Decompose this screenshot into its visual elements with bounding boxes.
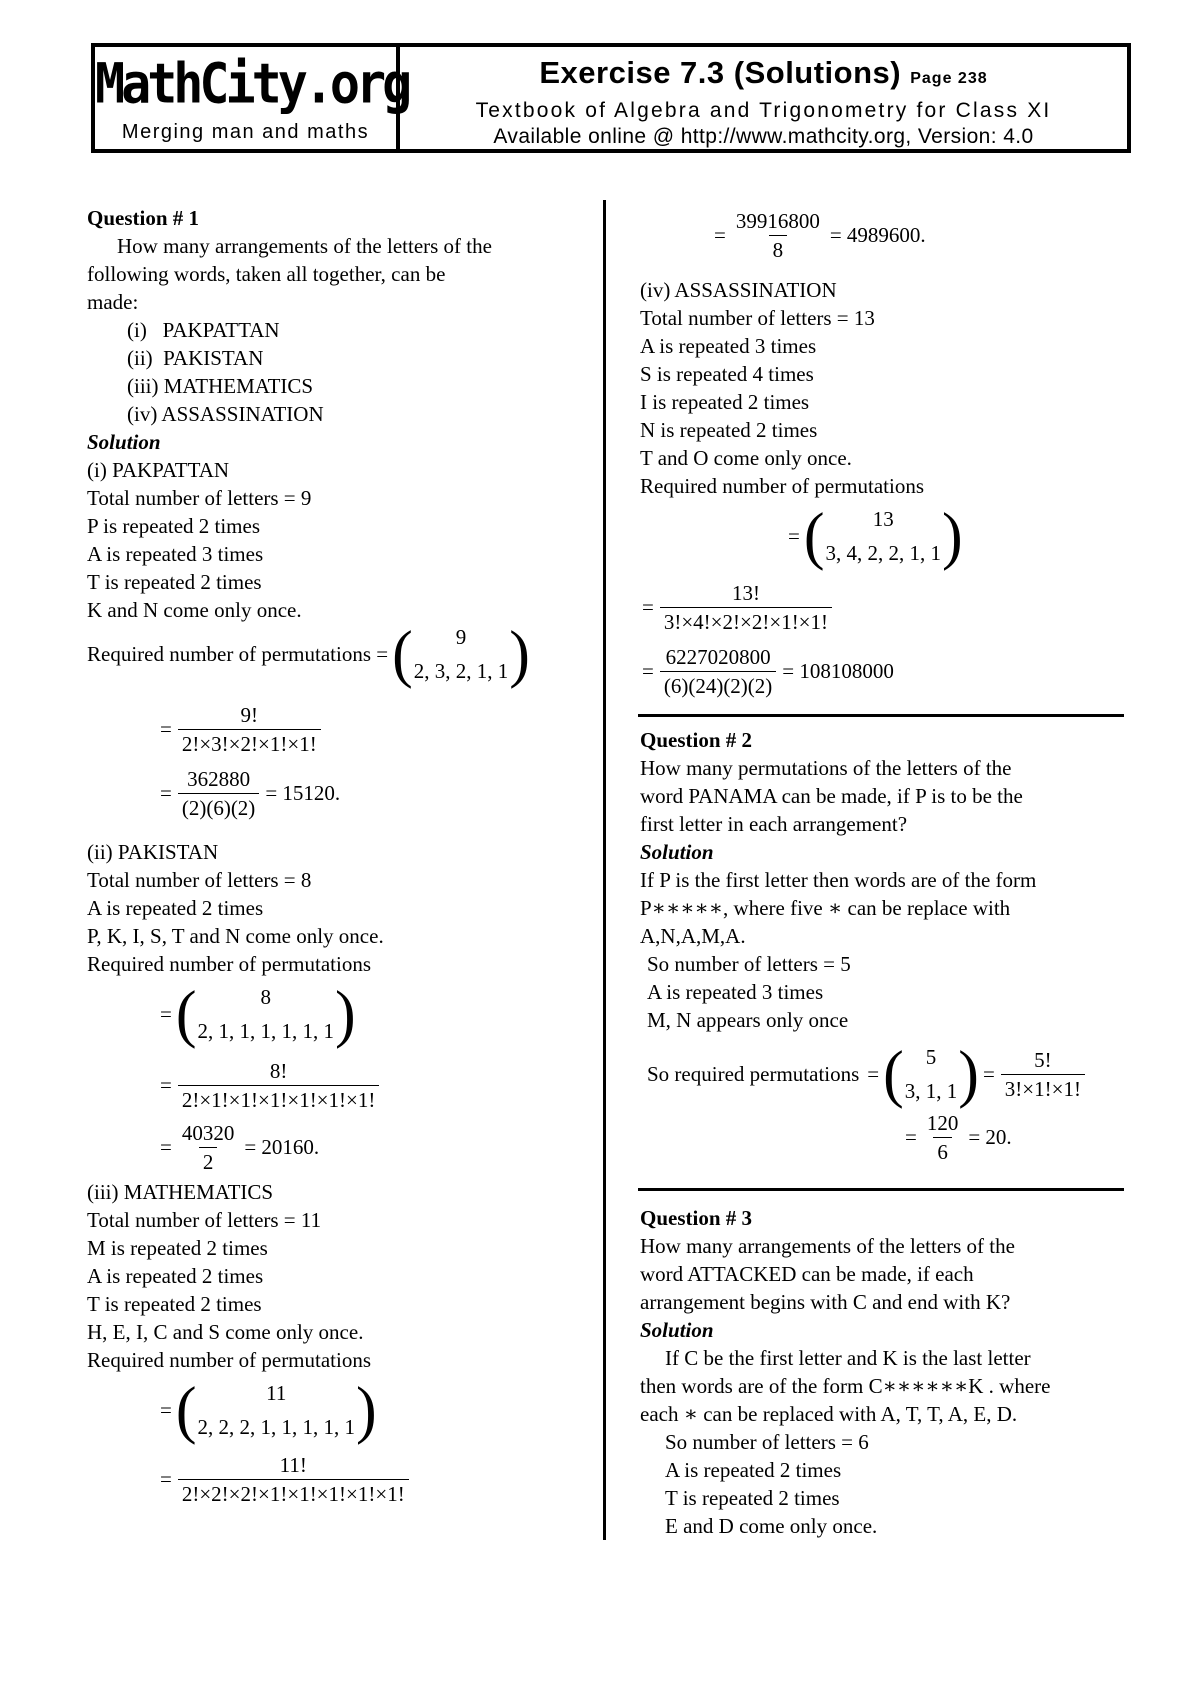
fraction [178, 702, 321, 757]
denominator: (2)(6)(2) [178, 793, 259, 821]
fraction [732, 208, 824, 263]
q2-text: word PANAMA can be made, if P is to be the [640, 784, 1023, 808]
solution-line: M is repeated 2 times [87, 1236, 268, 1260]
q3-text: How many arrangements of the letters of the [640, 1234, 1015, 1258]
result: = 15120. [265, 781, 341, 805]
fraction [178, 766, 259, 821]
fraction [178, 1452, 409, 1507]
solution-line: N is repeated 2 times [640, 418, 818, 442]
fraction [1001, 1047, 1085, 1102]
result: = 20160. [244, 1135, 320, 1159]
title-text: Exercise 7.3 (Solutions) [539, 55, 902, 90]
binom-bottom: 2, 2, 2, 1, 1, 1, 1, 1 [197, 1415, 355, 1439]
binomial: ( 9 2, 3, 2, 1, 1 ) [392, 618, 530, 690]
fraction [178, 1120, 239, 1175]
p2-fraction-2: = $\frac{40320}{2}$ = 20160. [160, 1121, 320, 1174]
solution-line: Total number of letters = 11 [87, 1208, 322, 1232]
solution-line: H, E, I, C and S come only once. [87, 1320, 364, 1344]
solution-line: A is repeated 3 times [87, 542, 264, 566]
denominator: 2 [199, 1147, 218, 1175]
solution-line: P, K, I, S, T and N come only once. [87, 924, 384, 948]
q1-item: (iv) ASSASSINATION [127, 402, 324, 426]
solution-line: A is repeated 2 times [665, 1458, 842, 1482]
solution-label: Solution [87, 430, 161, 454]
numerator: 39916800 [735, 209, 820, 233]
solution-line: A is repeated 2 times [87, 896, 264, 920]
solution-line: Total number of letters = 13 [640, 306, 875, 330]
fraction [660, 580, 832, 635]
solution-line: E and D come only once. [665, 1514, 878, 1538]
binom-top: 13 [872, 507, 894, 531]
binom-bottom: 3, 4, 2, 2, 1, 1 [825, 541, 941, 565]
q1-item: (i) PAKPATTAN [127, 318, 280, 342]
required-label: Required number of permutations = [87, 641, 389, 666]
solution-line: then words are of the form C∗∗∗∗∗∗K . where [640, 1374, 1051, 1398]
denominator: 8 [769, 235, 788, 263]
binomial: ( 5 3, 1, 1 ) [883, 1038, 979, 1110]
q1-intro [87, 204, 492, 624]
q1-text-1: How many arrangements of the letters of the [117, 234, 492, 258]
solution-line: Required number of permutations [87, 952, 372, 976]
availability-line: Available online @ http://www.mathcity.org, Version: 4.0 [493, 125, 1034, 148]
binomial: ( 8 2, 1, 1, 1, 1, 1, 1 ) [175, 978, 356, 1050]
p4-fraction-1: = $\frac{13!}{3!\times 4!\times 2!\times 2!\times 1!\times 1!}$ [642, 580, 838, 635]
q1-text-2: following words, taken all together, can be [87, 262, 446, 286]
q1-heading: Question # 1 [87, 206, 200, 230]
p4-text [640, 276, 924, 500]
solution-line: T is repeated 2 times [87, 570, 262, 594]
numerator: 40320 [181, 1121, 235, 1145]
solution-line: P is repeated 2 times [87, 514, 261, 538]
numerator: 9! [240, 703, 259, 727]
denominator: (6)(24)(2)(2) [660, 671, 776, 699]
p3-binom-eq: = ( 11 2, 2, 2, 1, 1, 1, 1, 1 ) [160, 1374, 377, 1446]
denominator: 2!×1!×1!×1!×1!×1!×1! [178, 1085, 380, 1113]
logo-text: MathCity.org [95, 52, 409, 116]
p2-text [87, 838, 384, 978]
section-rule [638, 714, 1124, 717]
solution-line: So number of letters = 5 [647, 952, 851, 976]
binom-bottom: 2, 3, 2, 1, 1 [413, 659, 509, 683]
denominator: 6 [933, 1137, 952, 1165]
numerator: 6227020800 [665, 645, 771, 669]
p4-fraction-2: = $\frac{6227020800}{(6)(24)(2)(2)}$ = 108108000 [642, 645, 894, 698]
q1-text-3: made: [87, 290, 139, 314]
solution-line: If P is the first letter then words are of the form [640, 868, 1037, 892]
solution-line: A is repeated 2 times [87, 1264, 264, 1288]
solution-line: Required number of permutations [87, 1348, 372, 1372]
solution-line: each ∗ can be replaced with A, T, T, A, E, D. [640, 1402, 1018, 1426]
binom-bottom: 3, 1, 1 [904, 1079, 958, 1103]
p2-fraction-1: = $\frac{8!}{2!\times 1!\times 1!\times 1!\times 1!\times 1!\times 1!}$ [160, 1058, 385, 1113]
column-divider [603, 200, 606, 1540]
result: = 4989600. [829, 223, 926, 247]
solution-line: Total number of letters = 8 [87, 868, 312, 892]
solution-line: K and N come only once. [87, 598, 302, 622]
numerator: 362880 [187, 767, 251, 791]
q3-text: arrangement begins with C and end with K? [640, 1290, 1011, 1314]
solution-line: S is repeated 4 times [640, 362, 814, 386]
p3-fraction-2: = $\frac{39916800}{8}$ = 4989600. [714, 209, 926, 262]
solution-line: If C be the first letter and K is the last letter [665, 1346, 1031, 1370]
section-rule [638, 1188, 1124, 1191]
q3-text: word ATTACKED can be made, if each [640, 1262, 974, 1286]
denominator: 3!×1!×1! [1001, 1074, 1085, 1102]
page-number: Page 238 [910, 70, 988, 87]
q1-item: (iii) MATHEMATICS [127, 374, 314, 398]
book-title: Textbook of Algebra and Trigonometry for Class XI [475, 99, 1052, 122]
q3-block [640, 1204, 1050, 1540]
solution-line: So number of letters = 6 [665, 1430, 869, 1454]
exercise-title [400, 55, 1127, 97]
binomial: ( 13 3, 4, 2, 2, 1, 1 ) [803, 500, 963, 572]
q2-text: first letter in each arrangement? [640, 812, 908, 836]
required-label: So required permutations [647, 1061, 860, 1086]
solution-line: P∗∗∗∗∗, where five ∗ can be replace with [640, 896, 1011, 920]
q1-item: (ii) PAKISTAN [127, 346, 264, 370]
solution-line: T is repeated 2 times [665, 1486, 840, 1510]
part-title: (iii) MATHEMATICS [87, 1180, 274, 1204]
p2-binom-eq: = ( 8 2, 1, 1, 1, 1, 1, 1 ) [160, 978, 356, 1050]
header-box [91, 43, 1131, 153]
binom-bottom: 2, 1, 1, 1, 1, 1, 1 [197, 1019, 334, 1043]
numerator: 11! [279, 1453, 307, 1477]
q2-heading: Question # 2 [640, 728, 753, 752]
solution-line: T and O come only once. [640, 446, 852, 470]
part-title: (i) PAKPATTAN [87, 458, 230, 482]
numerator: 120 [926, 1111, 959, 1135]
p1-required-eq [87, 620, 534, 688]
binom-top: 5 [925, 1045, 937, 1069]
logo-tagline: Merging man and maths [121, 121, 370, 143]
numerator: 5! [1034, 1047, 1052, 1072]
fraction [660, 644, 776, 699]
result: = 108108000 [782, 659, 894, 683]
p3-text [87, 1178, 371, 1374]
binom-top: 9 [455, 625, 467, 649]
header-info [400, 47, 1127, 149]
solution-line: A is repeated 3 times [640, 334, 817, 358]
part-title: (ii) PAKISTAN [87, 840, 219, 864]
denominator: 2!×3!×2!×1!×1! [178, 729, 321, 757]
p3-fraction-1: = $\frac{11!}{2!\times 2!\times 2!\times 1!\times 1!\times 1!\times 1!\times 1!}$ [160, 1452, 415, 1507]
solution-line: T is repeated 2 times [87, 1292, 262, 1316]
result: = 20. [968, 1125, 1012, 1149]
q2-required-eq: So required permutations = ( 5 3, 1, 1 ) = $\frac{5!}{3!\times 1!\times 1!}$ [647, 1040, 1091, 1108]
numerator: 13! [731, 581, 760, 605]
denominator: 3!×4!×2!×2!×1!×1! [660, 607, 832, 635]
p1-fraction-1: = $\frac{9!}{2!\times 3!\times 2!\times 1!\times 1!}$ [160, 702, 327, 757]
binom-top: 11 [266, 1381, 287, 1405]
q2-block [640, 726, 1036, 1034]
solution-line: Total number of letters = 9 [87, 486, 312, 510]
p4-binom-eq: = ( 13 3, 4, 2, 2, 1, 1 ) [788, 500, 963, 572]
q2-fraction-2: = $\frac{120}{6}$ = 20. [905, 1111, 1012, 1164]
q2-text: How many permutations of the letters of the [640, 756, 1012, 780]
q3-heading: Question # 3 [640, 1206, 753, 1230]
solution-line: A is repeated 3 times [647, 980, 824, 1004]
part-title: (iv) ASSASSINATION [640, 278, 837, 302]
numerator: 8! [269, 1059, 288, 1083]
fraction [923, 1110, 963, 1165]
solution-line: I is repeated 2 times [640, 390, 810, 414]
solution-line: Required number of permutations [640, 474, 925, 498]
solution-label: Solution [640, 1318, 714, 1342]
solution-line: M, N appears only once [647, 1008, 849, 1032]
solution-label: Solution [640, 840, 714, 864]
logo [95, 47, 409, 149]
solution-line: A,N,A,M,A. [640, 924, 746, 948]
fraction [178, 1058, 380, 1113]
binom-top: 8 [260, 985, 271, 1009]
denominator: 2!×2!×2!×1!×1!×1!×1!×1! [178, 1479, 409, 1507]
p1-fraction-2: = $\frac{362880}{(2)(6)(2)}$ = 15120. [160, 767, 341, 820]
binomial: ( 11 2, 2, 2, 1, 1, 1, 1, 1 ) [175, 1374, 377, 1446]
